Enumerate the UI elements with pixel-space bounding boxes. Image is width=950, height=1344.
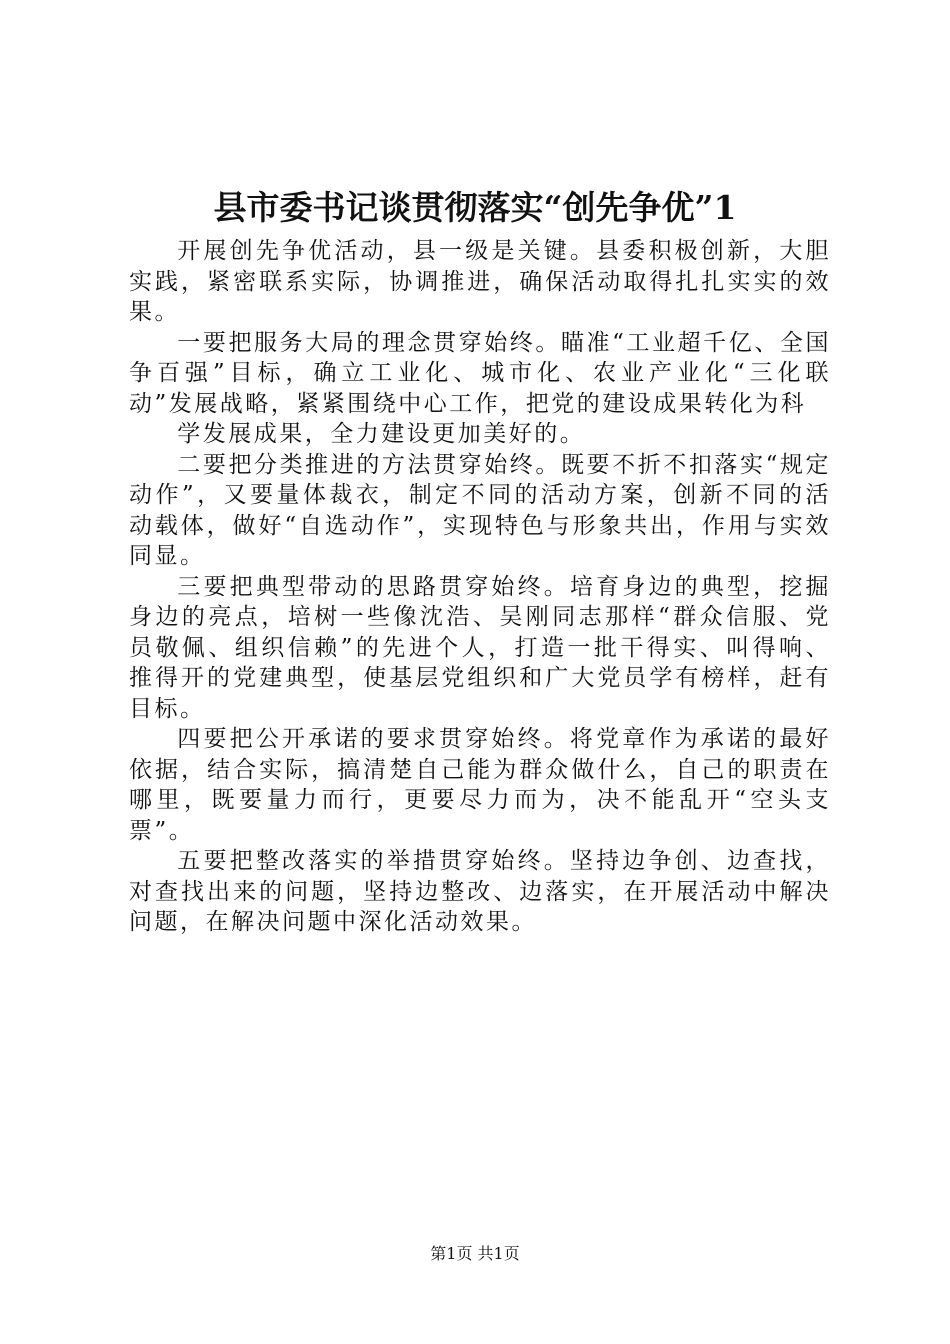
document-title: 县市委书记谈贯彻落实“创先争优”1 (213, 188, 737, 227)
paragraph-point-2: 二要把分类推进的方法贯穿始终。既要不折不扣落实“规定动作”，又要量体裁衣，制定不同的活动方案，创新不同的活动载体，做好“自选动作”，实现特色与形象共出，作用与实效同显。 (129, 451, 831, 569)
paragraph-intro: 开展创先争优活动，县一级是关键。县委积极创新，大胆实践，紧密联系实际，协调推进，确保活动取得扎扎实实的效果。 (129, 238, 831, 325)
paragraph-point-1: 一要把服务大局的理念贯穿始终。瞄准“工业超千亿、全国争百强”目标，确立工业化、城市化、农业产业化“三化联动”发展战略，紧紧围绕中心工作，把党的建设成果转化为科 (129, 329, 831, 417)
paragraph-point-3: 三要把典型带动的思路贯穿始终。培育身边的典型，挖掘身边的亮点，培树一些像沈浩、吴刚同志那样“群众信服、党员敬佩、组织信赖”的先进个人，打造一批干得实、叫得响、推得开的党建典型，使基层党组织和广大党员学有榜样，赶有目标。 (129, 573, 831, 722)
document-body (129, 236, 831, 938)
page-footer: 第1页 共1页 (430, 1244, 520, 1263)
paragraph-point-5: 五要把整改落实的举措贯穿始终。坚持边争创、边查找，对查找出来的问题，坚持边整改、边落实，在开展活动中解决问题，在解决问题中深化活动效果。 (129, 848, 831, 935)
paragraph-point-4: 四要把公开承诺的要求贯穿始终。将党章作为承诺的最好依据，结合实际，搞清楚自己能为群众做什么，自己的职责在哪里，既要量力而行，更要尽力而为，决不能乱开“空头支票”。 (129, 726, 831, 844)
paragraph-point-1-continued: 学发展成果，全力建设更加美好的。 (177, 421, 586, 447)
